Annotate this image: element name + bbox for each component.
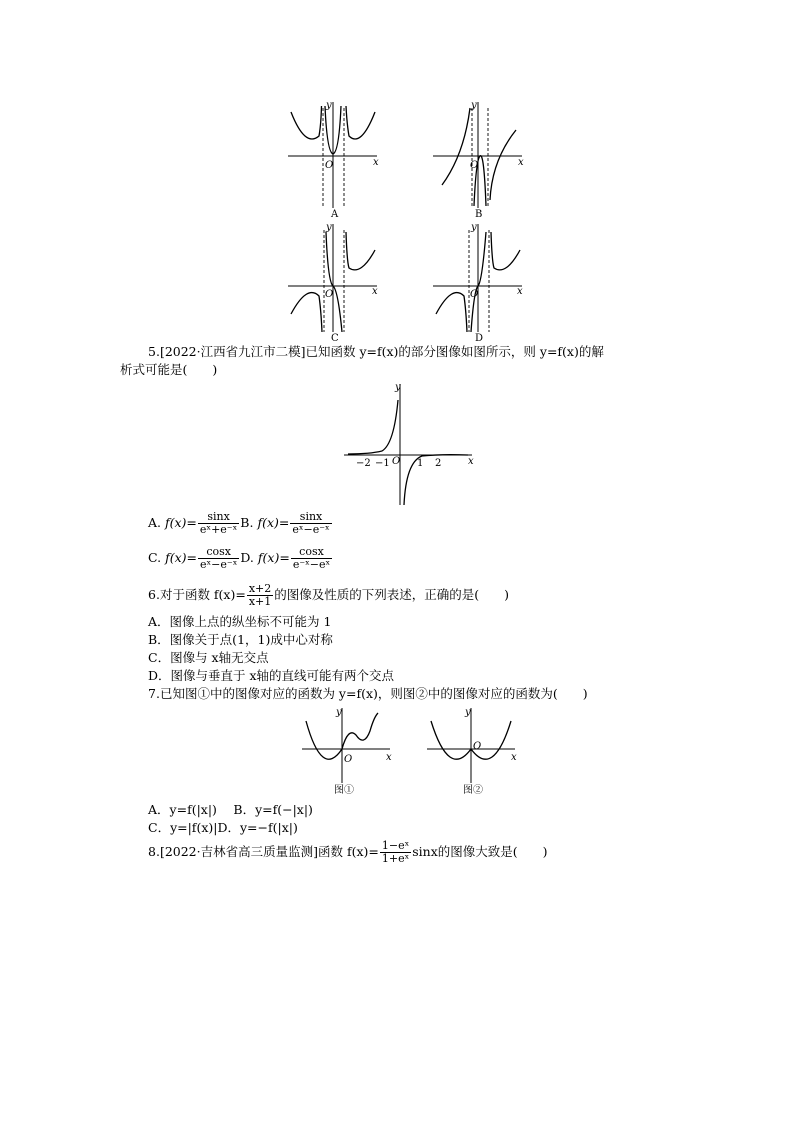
q5-stem-line2: 析式可能是( ) [120, 362, 218, 377]
figure-2-caption: 图② [463, 785, 483, 796]
tick-minus2: −2 [356, 458, 371, 469]
curve-right [346, 232, 375, 270]
q5-options-cd: C. f(x)= $\frac{\cos x}{\text{eˣ−e⁻ˣ}}$ D. f(x)= $\frac{\cos x}{\text{e⁻ˣ−eˣ}}$ [148, 545, 331, 571]
figure-1-caption: 图① [334, 785, 354, 796]
q6-stem: 6.对于函数 f(x)= $\frac{x+2}{x+1}$ 的图像及性质的下列表述，正确的是( ) [148, 582, 510, 608]
y-label: y [471, 100, 477, 111]
q4-graph-b [430, 100, 530, 220]
q5-options-ab: A. f(x)= $\frac{\sin x}{\text{eˣ+e⁻ˣ}}$ B. f(x)= $\frac{\sin x}{\text{eˣ−e⁻ˣ}}$ [148, 510, 330, 536]
tick-1: 1 [417, 458, 424, 469]
q7-options-cd: C．y=|f(x)|D．y=−f(|x|) [148, 820, 298, 835]
y-label: y [395, 382, 401, 393]
origin-label: O [325, 160, 334, 171]
q5-graph [340, 380, 480, 510]
tick-2: 2 [435, 458, 442, 469]
option-label-b: B [475, 209, 483, 220]
x-label: x [386, 752, 392, 763]
tick-minus1: −1 [375, 458, 390, 469]
q6-option-a: A．图像上点的纵坐标不可能为 1 [148, 614, 332, 629]
y-label: y [336, 707, 342, 718]
y-label: y [471, 222, 477, 233]
left-branch [348, 400, 398, 454]
origin-label: O [392, 456, 401, 467]
curve-left [291, 106, 322, 139]
origin-label: O [470, 289, 479, 300]
x-label: x [373, 157, 379, 168]
origin-label: O [325, 289, 334, 300]
option-label-c: C [331, 333, 339, 344]
x-label: x [517, 286, 523, 297]
y-label: y [326, 100, 332, 111]
option-label-a: A [331, 209, 339, 220]
curve-right [491, 232, 520, 270]
curve-left [436, 293, 467, 332]
q7-figure-1 [300, 705, 400, 797]
curve-left [291, 293, 322, 332]
x-label: x [372, 286, 378, 297]
q5-stem-line1: 5.[2022·江西省九江市二模]已知函数 y=f(x)的部分图像如图所示，则 y=f(x)的解 [148, 344, 604, 359]
option-label-d: D [475, 333, 484, 344]
x-label: x [468, 456, 474, 467]
origin-label: O [344, 754, 353, 765]
curve-left [442, 108, 470, 185]
q7-options-ab: A．y=f(|x|) B．y=f(−|x|) [148, 802, 313, 817]
q4-graph-d [430, 222, 530, 342]
x-label: x [518, 157, 524, 168]
curve-right [490, 130, 516, 200]
q6-option-b: B．图像关于点(1，1)成中心对称 [148, 632, 333, 647]
origin-label: O [470, 160, 479, 171]
q6-option-c: C．图像与 x轴无交点 [148, 650, 269, 665]
y-label: y [465, 707, 471, 718]
q7-stem: 7.已知图①中的图像对应的函数为 y=f(x)，则图②中的图像对应的函数为( ) [148, 686, 588, 701]
q8-stem: 8.[2022·吉林省高三质量监测]函数 f(x)= $\frac{\text{1−eˣ}}{\text{1+eˣ}}$ sinx的图像大致是( ) [148, 839, 548, 865]
q7-figure-2 [425, 705, 525, 797]
q4-graph-c [285, 222, 385, 342]
x-label: x [511, 752, 517, 763]
q4-graph-a [285, 100, 385, 220]
curve-right [346, 106, 375, 139]
origin-label: O [473, 741, 482, 752]
y-label: y [326, 222, 332, 233]
q6-option-d: D．图像与垂直于 x轴的直线可能有两个交点 [148, 668, 395, 683]
curve-middle [326, 232, 342, 332]
